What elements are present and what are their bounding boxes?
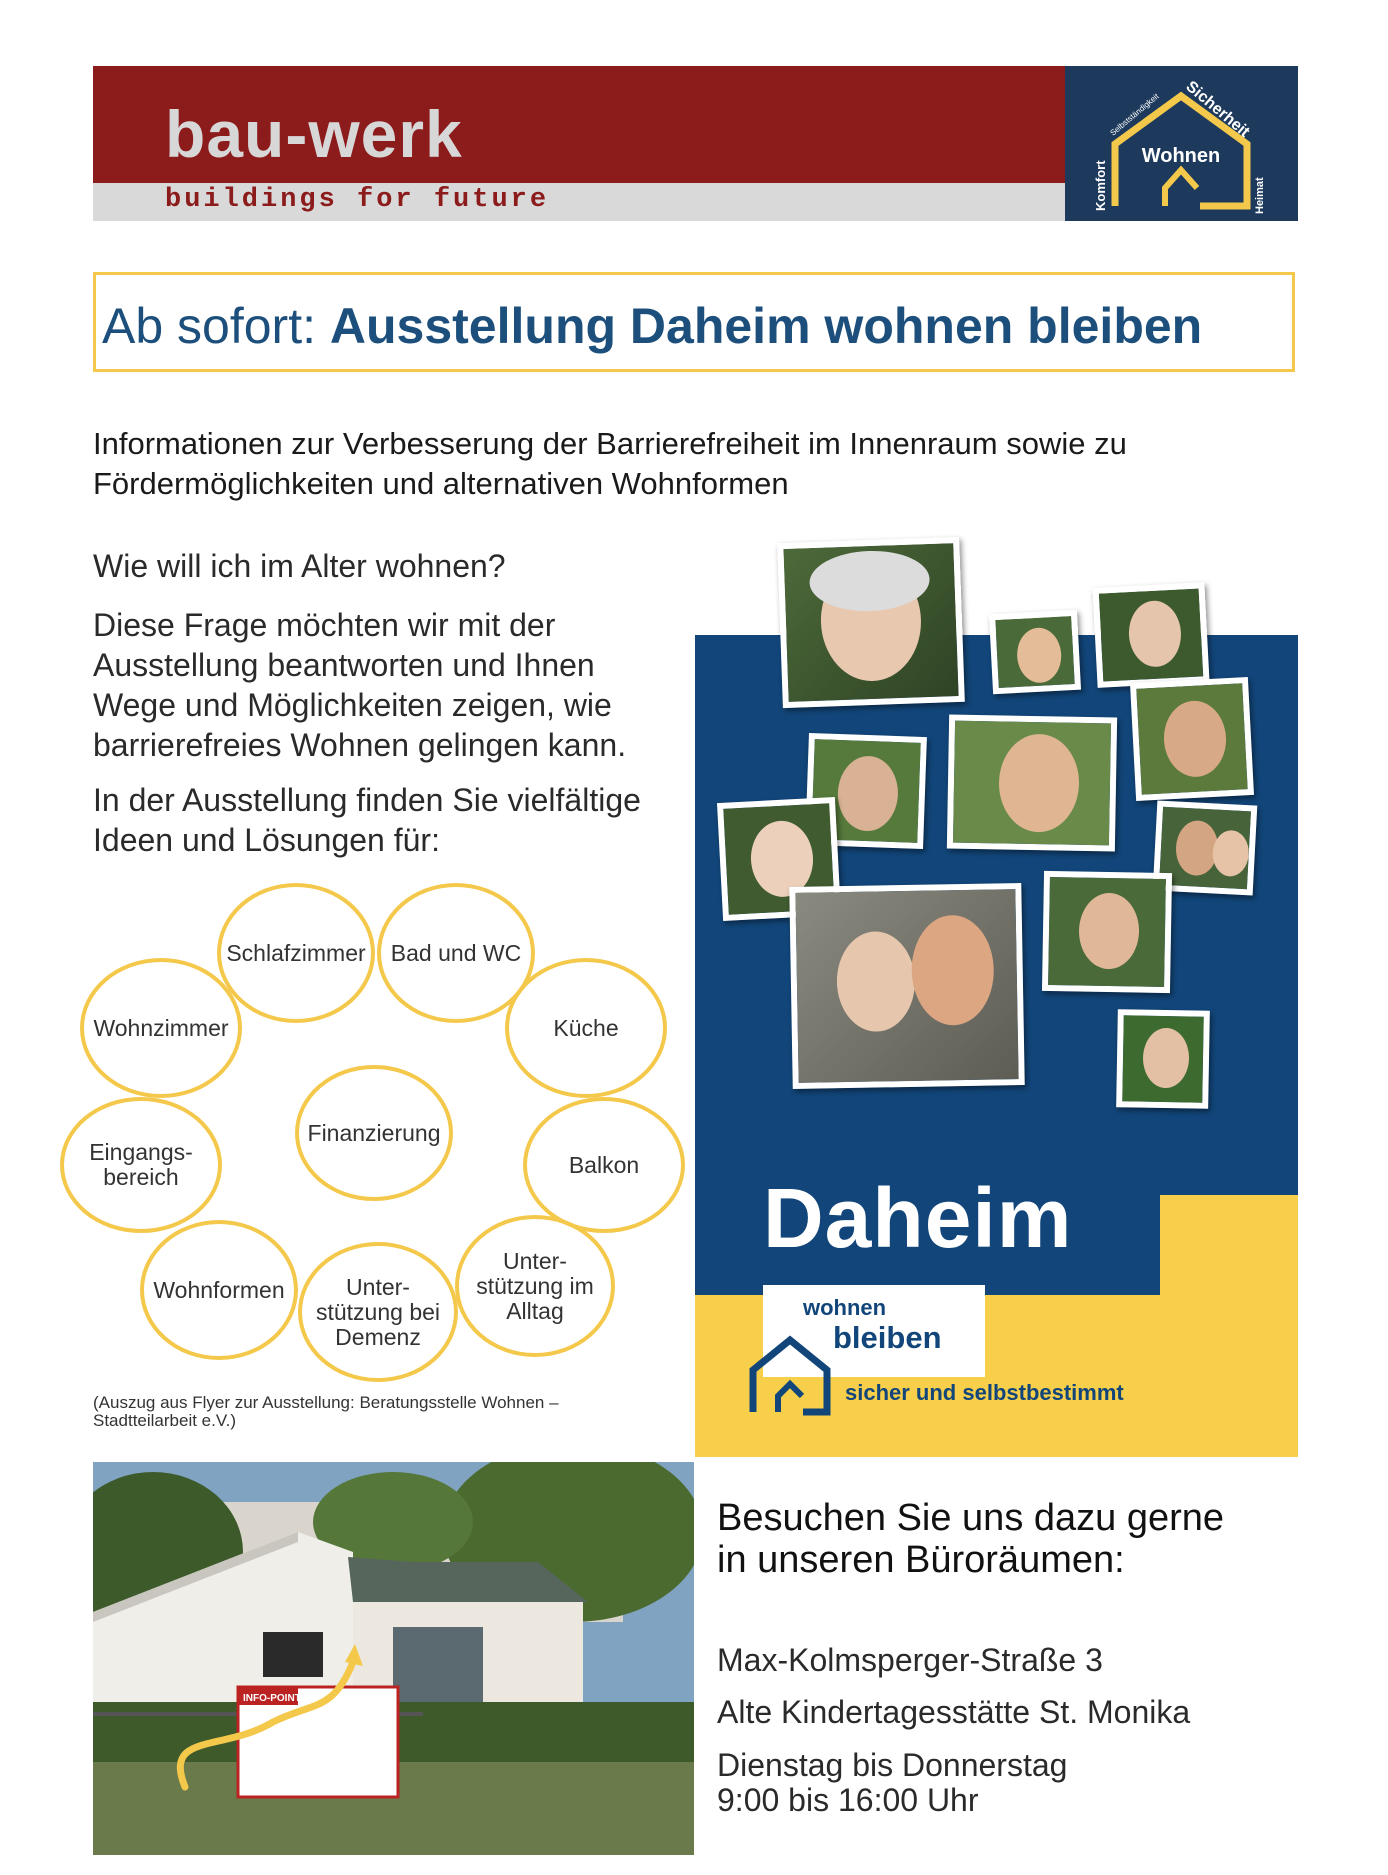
- topic-label: Eingangs- bereich: [89, 1139, 193, 1190]
- poster-slogan: sicher und selbstbestimmt: [845, 1380, 1124, 1405]
- topic-label: Küche: [553, 1014, 619, 1041]
- portrait-photo: [947, 715, 1117, 852]
- paragraph-1-line: Ausstellung beantworten und Ihnen: [93, 647, 595, 683]
- topic-label: Wohnzimmer: [93, 1014, 229, 1041]
- opening-days: Dienstag bis Donnerstag: [717, 1747, 1068, 1783]
- topic-label: Bad und WC: [390, 939, 522, 966]
- paragraph-1: [93, 605, 693, 765]
- topic-bubble-wohnformen: [140, 1220, 298, 1360]
- building-photo: [93, 1462, 694, 1855]
- question-text: Wie will ich im Alter wohnen?: [93, 548, 506, 584]
- brand-tagline: buildings for future: [165, 185, 550, 215]
- topic-label: Unter- stützung bei Demenz: [315, 1273, 441, 1350]
- opening-hours: 9:00 bis 16:00 Uhr: [717, 1782, 979, 1818]
- portrait-photo: [789, 883, 1024, 1089]
- address-street: Max-Kolmsperger-Straße 3: [717, 1642, 1103, 1678]
- portrait-photo: [1092, 582, 1209, 688]
- portrait-photo: [1116, 1009, 1210, 1109]
- poster-sub-1: wohnen: [803, 1295, 887, 1320]
- intro-text: [93, 424, 1293, 504]
- logo-word-heimat: Heimat: [1254, 177, 1266, 214]
- logo-word-komfort: Komfort: [1093, 160, 1108, 211]
- topic-label: Finanzierung: [307, 1119, 441, 1146]
- building-illustration: [93, 1462, 694, 1855]
- topic-bubble-wohnzimmer: [80, 958, 242, 1098]
- caption-line-1: (Auszug aus Flyer zur Ausstellung: Beratungsstelle Wohnen –: [93, 1393, 559, 1412]
- title-bold: Ausstellung Daheim wohnen bleiben: [329, 298, 1203, 354]
- visit-heading: [717, 1497, 1297, 1581]
- portrait-photo: [777, 537, 965, 708]
- info-point-sign: INFO-POINT: [243, 1693, 301, 1704]
- paragraph-2-line: Ideen und Lösungen für:: [93, 822, 440, 858]
- visit-heading-line-1: Besuchen Sie uns dazu gerne: [717, 1497, 1225, 1539]
- topic-bubble-demenz: [298, 1242, 458, 1382]
- header-banner: [93, 66, 1298, 221]
- paragraph-2-line: In der Ausstellung finden Sie vielfältige: [93, 782, 641, 818]
- paragraph-2: [93, 780, 693, 860]
- topic-bubble-balkon: [523, 1097, 685, 1233]
- paragraph-1-line: Diese Frage möchten wir mit der: [93, 607, 556, 643]
- paragraph-1-line: barrierefreies Wohnen gelingen kann.: [93, 727, 627, 763]
- brand-name: bau-werk: [165, 97, 463, 171]
- caption-line-2: Stadtteilarbeit e.V.): [93, 1411, 237, 1430]
- exhibition-poster: [695, 540, 1298, 1457]
- intro-line-1: Informationen zur Verbesserung der Barrierefreiheit im Innenraum sowie zu: [93, 426, 1127, 461]
- topic-label: Schlafzimmer: [226, 939, 366, 966]
- visit-heading-line-2: in unseren Büroräumen:: [717, 1539, 1125, 1581]
- portrait-photo: [989, 610, 1081, 694]
- topic-label: Wohnformen: [153, 1276, 285, 1303]
- house-logo-icon: [1065, 66, 1298, 221]
- flyer-caption: [93, 1394, 653, 1430]
- topic-bubble-schlafzimmer: [217, 883, 375, 1023]
- logo-word-selbststaendigkeit: Selbstständigkeit: [1108, 91, 1161, 138]
- poster-house-icon: [745, 1330, 835, 1420]
- topic-bubble-kueche: [505, 958, 667, 1098]
- address-place: Alte Kindertagesstätte St. Monika: [717, 1694, 1191, 1730]
- topic-label: Unter- stützung im Alltag: [476, 1247, 594, 1324]
- logo-center-word: Wohnen: [1141, 145, 1221, 167]
- poster-title: Daheim: [763, 1171, 1073, 1265]
- paragraph-1-line: Wege und Möglichkeiten zeigen, wie: [93, 687, 612, 723]
- page-title: [102, 297, 1202, 355]
- topic-bubble-alltag: [455, 1215, 615, 1357]
- portrait-photo: [1130, 677, 1254, 801]
- logo-word-sicherheit: Sicherheit: [1182, 78, 1253, 141]
- topic-bubble-finanzierung: [295, 1065, 453, 1201]
- topic-label: Balkon: [568, 1151, 640, 1178]
- topic-bubble-eingangsbereich: [60, 1097, 222, 1233]
- portrait-photo: [1042, 871, 1172, 993]
- title-box: [93, 272, 1295, 372]
- intro-line-2: Fördermöglichkeiten und alternativen Wohnformen: [93, 466, 789, 501]
- title-prefix: Ab sofort:: [102, 298, 330, 354]
- wohnen-logo: [1065, 66, 1298, 221]
- poster-sub-2: bleiben: [833, 1320, 942, 1355]
